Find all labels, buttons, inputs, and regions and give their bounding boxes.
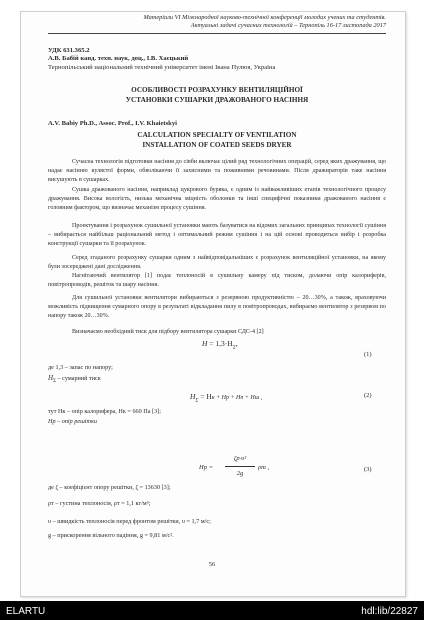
zeta-definition: де ζ – коефіцієнт опору решітки, ζ = 13630 [3];	[48, 484, 171, 491]
eq1-tail: ,	[235, 339, 238, 348]
eq3-fraction-line	[225, 466, 255, 467]
eq2-number: (2)	[364, 392, 372, 399]
eq2-lhs: H	[190, 392, 196, 401]
title-en-line-1: CALCULATION SPECIALTY OF VENTILATION	[137, 131, 297, 139]
udk-code: УДК 631.365.2	[48, 47, 90, 54]
hsum-definition: $H_\Sigma$ – сумарний тиск	[48, 374, 101, 385]
header-divider	[48, 33, 386, 34]
repository-footer-bar	[0, 601, 424, 620]
eq1-sub: Σ	[232, 345, 236, 351]
eq2-terms: к + Hр + Hп + Hш ,	[211, 395, 263, 401]
eq2-sub: Σ	[195, 398, 199, 404]
paragraph-7: Визначаємо необхідний тиск для підбору вентилятора сушарки СДС-4 [2]	[72, 329, 264, 335]
header-line-1: Матеріали VI Міжнародної науково-технічної конференції молодих учених та студентів.	[143, 14, 386, 21]
paragraph-6: Для сушильної установки вентилятори вибираються з резервною продуктивністю – 20…30%, а також, враховуючи можливість підвищення сумарного опору в результаті відкладання пилу в повітропроводах, вибираємо вентилятор з резервом по напору також 20…30%.	[48, 295, 386, 319]
conference-header	[48, 14, 386, 30]
eq3-numerator: ζр·υ²	[233, 455, 247, 462]
hk-definition: тут Hк – опір калорифера, Hк = 660 Па [3];	[48, 408, 161, 415]
gravity-definition: g – прискорення вільного падіння, g = 9,81 м/с².	[48, 532, 174, 539]
paragraph-4: Серед згаданого розрахунку сушарки одним з найвідповідальніших є розрахунок вентиляційної установки, на якому були зосереджені дані дослідження.	[48, 255, 386, 270]
page-number: 56	[208, 561, 216, 568]
authors-en: A.V. Babiy Ph.D., Assoc. Prof., I.V. Khaietskyi	[48, 120, 177, 127]
hp-definition: Hр – опір решітки	[48, 418, 97, 425]
eq1-lhs: H	[202, 339, 208, 348]
eq2-rhs: = H	[200, 392, 212, 401]
affiliation: Тернопільський національний технічний університет імені Івана Пулюя, Україна	[48, 64, 276, 71]
hsum-label: – сумарний тиск	[57, 375, 101, 382]
title-ua-line-1: ОСОБЛИВОСТІ РОЗРАХУНКУ ВЕНТИЛЯЦІЙНОЇ	[131, 86, 303, 94]
where-line-1: де 1,3 – запас по напору;	[48, 364, 113, 371]
authors-ua: А.В. Бабій канд. техн. наук, доц., І.В. Хаєцький	[48, 55, 189, 62]
title-en-line-2: INSTALLATION OF COATED SEEDS DRYER	[142, 141, 292, 149]
title-ua-line-2: УСТАНОВКИ СУШАРКИ ДРАЖОВАНОГО НАСІННЯ	[125, 96, 309, 104]
paragraph-2: Сушка дражованого насіння, наприклад цукрового буряка, є одним із найважливіших етапів технологічного процесу дражування. Висока вологість, низька механічна міцність оболонки та інші специфічні показники дражованого насіння є головним фактором, що визначає механізм процесу сушіння.	[48, 187, 386, 211]
repository-name: ELARTU	[6, 606, 46, 617]
paragraph-5: Нагнітаючий вентилятор [1] подає теплоносій в сушильну камеру під тиском, долаючи опір калориферів, повітропроводів, решіток та шару насіння.	[48, 273, 386, 288]
header-line-2: Актуальні задачі сучасних технологій – Тернопіль 16-17 листопада 2017	[190, 22, 386, 30]
velocity-definition: υ – швидкість теплоносія перед фронтом решітки, υ = 1,7 м/с;	[48, 518, 211, 525]
eq3-denominator: 2g	[236, 470, 244, 477]
eq3-lhs: Hр =	[199, 464, 213, 471]
eq3-number: (3)	[364, 466, 372, 473]
eq3-tail: ρт ,	[258, 464, 270, 471]
paragraph-1: Сучасна технологія підготовки насіння до сівби включає цілий ряд технологічних операцій, серед яких дражування, що надає насінню кулястої форми, обволікаючи її захисними та поживними речовинами. Після дражираторів таке насіння висушують в сушарках.	[48, 159, 386, 183]
eq1-number: (1)	[364, 351, 372, 358]
rho-definition: ρт – густина теплоносія, ρт = 1,1 кг/м³;	[48, 500, 151, 507]
equation-1	[202, 339, 238, 351]
eq1-rhs: = 1,3·H	[209, 339, 233, 348]
equation-2	[190, 392, 262, 404]
paragraph-3: Проектування і розрахунок сушильної установки мають базуватися на відомих загальних принципах технології сушіння – вибирається найбільш раціональний метод і оптимальний режим сушіння і на цій основі проводиться вибір і розробка конструкції сушарки та її розрахунок.	[48, 223, 386, 247]
handle-identifier: hdl:lib/22827	[361, 606, 418, 617]
